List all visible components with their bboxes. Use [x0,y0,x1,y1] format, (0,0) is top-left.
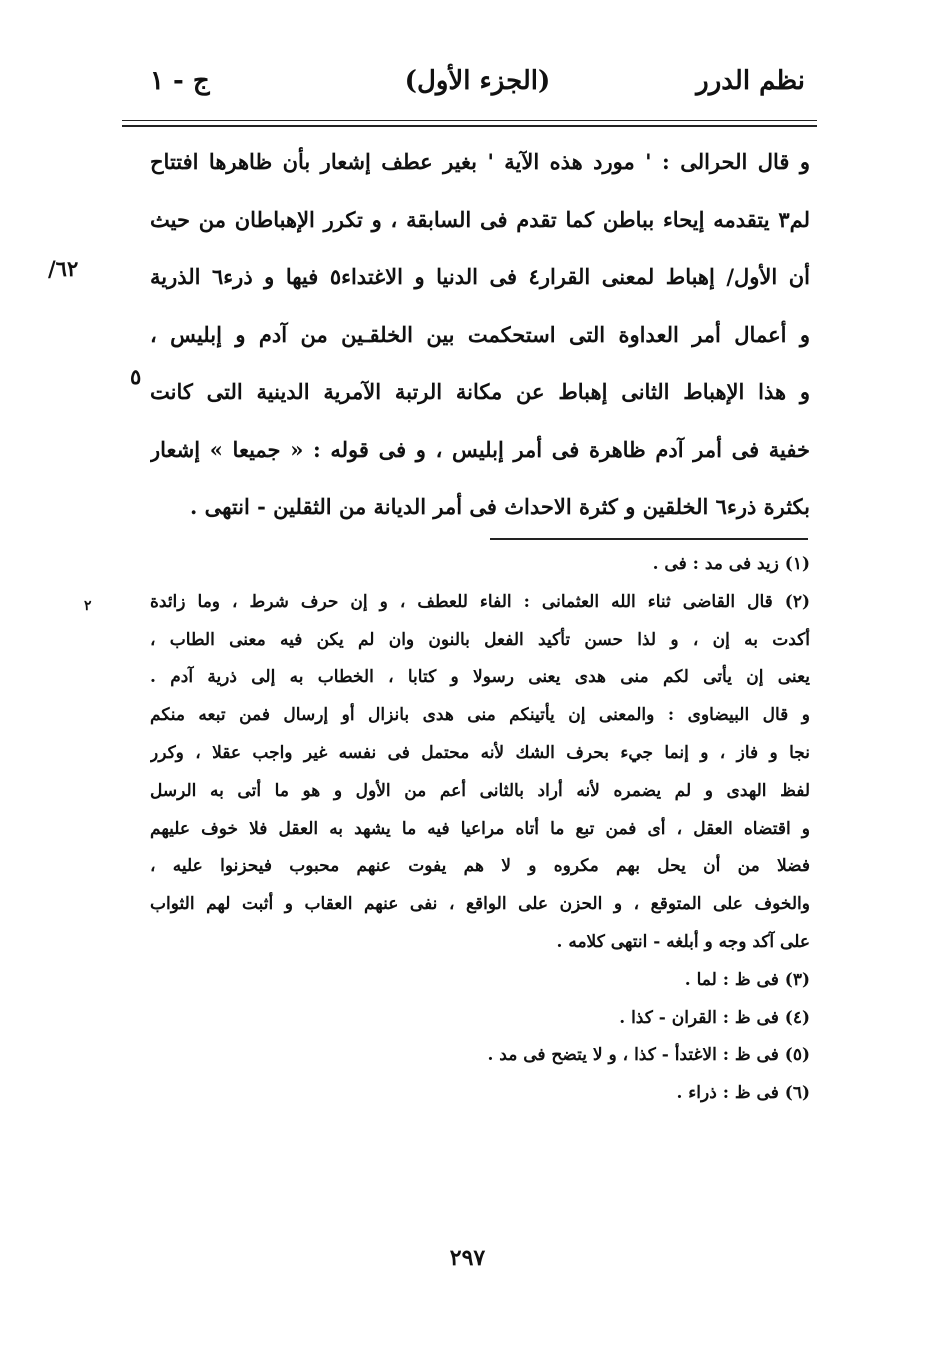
running-header [150,60,805,110]
text-line: و أعمال أمر العداوة التى استحكمت بين الخلقـين من آدم و إبليس ، [150,321,810,347]
footnote-line: (٦) فى ظ : ذراء . [676,1083,810,1104]
footnote-line: والخوف على المتوقع ، و الحزن على الواقع ، نفى عنهم العقاب و أثبت لهم الثواب [150,894,810,915]
footnote-line: لفظ الهدى و لم يضمره لأنه أراد بالثانى أعم من الأول و هو ما أتى به الرسل [150,780,810,801]
book-title: نظم الدرر [696,66,805,96]
footnotes [150,546,810,1113]
footnote-line: فضلا من أن يحل بهم مكروه و لا هم يفوت عنهم محبوب فيحزنوا عليه ، [150,856,810,877]
footnote-line: (١) زيد فى مد : فى . [652,554,810,574]
margin-footnote-mark: ٢ [84,598,92,614]
header-rule-thick [122,125,817,127]
volume-label: ج - ١ [150,66,210,96]
text-line: أن الأول/ إهباط لمعنى القرار٤ فى الدنيا و الاغتداء٥ فيها و ذرء٦ الذرية [150,264,810,289]
text-line: لم٣ يتقدمه إيحاء بباطن كما تقدم فى السابقة ، و تكرر الإهباطان من حيث [150,206,810,232]
footnote-line: و اقتضاه العقل ، أى فمن تبع ما أتاه مراعيا فيه ما يشهد به العقل فلا خوف عليهم [150,818,810,839]
footnote-line: على آكد وجه و أبلغه - انتهى كلامه . [556,931,810,952]
footnote-rule [490,538,808,540]
footnote-line: نجا و فاز ، و إنما جيء بحرف الشك لأنه محتمل فى نفسه غير واجب عقلا ، وكرر [150,742,810,763]
part-title: (الجزء الأول) [404,66,551,96]
page-number: ٢٩٧ [449,1245,486,1271]
margin-folio: ٦٢/ [48,256,79,281]
main-text [150,133,810,536]
footnote-line: (٢) قال القاضى ثناء الله العثمانى : الفاء للعطف ، و إن حرف شرط ، وما زائدة [150,591,810,612]
text-line: و هذا الإهباط الثانى إهباط عن مكانة الرتبة الآمرية الدينية التى كانت [150,379,810,404]
footnote-line: أكدت به إن ، و لذا حسن تأكيد الفعل بالنون وان لم يكن فيه معنى الطاب ، [150,629,810,650]
footnote-line: (٤) فى ظ : القران - كذا . [619,1007,810,1028]
footnote-line: و قال البيضاوى : والمعنى إن يأتينكم منى هدى بانزال أو إرسال فمن تبعه منكم [150,705,810,726]
footnote-line: يعنى إن يأتى لكم منى هدى يعنى رسولا و كتابا ، الخطاب به إلى ذرية آدم . [150,667,810,688]
text-line: و قال الحرالى : ' مورد هذه الآية ' بغير عطف إشعار بأن ظاهرها افتتاح [150,149,810,174]
footnote-line: (٣) فى ظ : لما . [684,969,810,990]
text-line: بكثرة ذرء٦ الخلقين و كثرة الاحداث فى أمر الديانة من الثقلين - انتهى . [190,494,810,519]
margin-line-number: ٥ [130,364,142,389]
header-rule [122,120,817,121]
footnote-line: (٥) فى ظ : الاغتدأ - كذا ، و لا يتضح فى مد . [487,1045,810,1066]
text-line: خفية فى أمر آدم ظاهرة فى أمر إبليس ، و فى قوله : « جميعا » إشعار [150,436,810,462]
